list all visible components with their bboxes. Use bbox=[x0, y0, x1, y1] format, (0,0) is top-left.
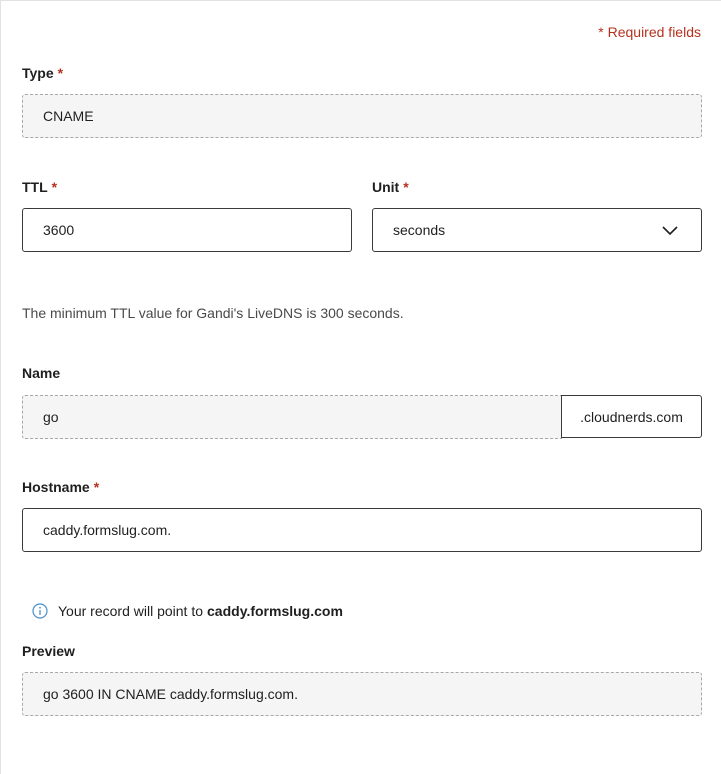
info-target: caddy.formslug.com bbox=[207, 603, 343, 619]
record-target-info bbox=[32, 603, 343, 619]
preview-label: Preview bbox=[22, 643, 75, 659]
ttl-input[interactable] bbox=[22, 208, 352, 252]
name-label: Name bbox=[22, 365, 61, 381]
ttl-label: TTL * bbox=[22, 179, 58, 195]
required-star: * bbox=[93, 479, 100, 495]
unit-label: Unit * bbox=[372, 179, 409, 195]
ttl-helper-text: The minimum TTL value for Gandi's LiveDNS is 300 seconds. bbox=[22, 305, 404, 321]
info-icon bbox=[32, 603, 48, 619]
chevron-down-icon bbox=[661, 222, 679, 240]
unit-select[interactable] bbox=[372, 208, 702, 252]
hostname-input[interactable] bbox=[22, 508, 702, 552]
name-field bbox=[22, 395, 562, 439]
hostname-label: Hostname * bbox=[22, 479, 100, 495]
ttl-value: 3600 bbox=[43, 222, 75, 238]
name-value: go bbox=[43, 409, 59, 425]
type-field bbox=[22, 94, 702, 138]
required-fields-note: * Required fields bbox=[598, 24, 701, 40]
preview-value: go 3600 IN CNAME caddy.formslug.com. bbox=[43, 686, 298, 702]
preview-field bbox=[22, 672, 702, 716]
unit-value: seconds bbox=[393, 222, 446, 238]
info-text: Your record will point to bbox=[58, 603, 204, 619]
required-star: * bbox=[51, 179, 58, 195]
type-label: Type * bbox=[22, 65, 64, 81]
required-star: * bbox=[57, 65, 64, 81]
type-value: CNAME bbox=[43, 108, 94, 124]
domain-suffix: .cloudnerds.com bbox=[561, 395, 702, 438]
required-star: * bbox=[403, 179, 409, 195]
hostname-value: caddy.formslug.com. bbox=[43, 522, 172, 538]
